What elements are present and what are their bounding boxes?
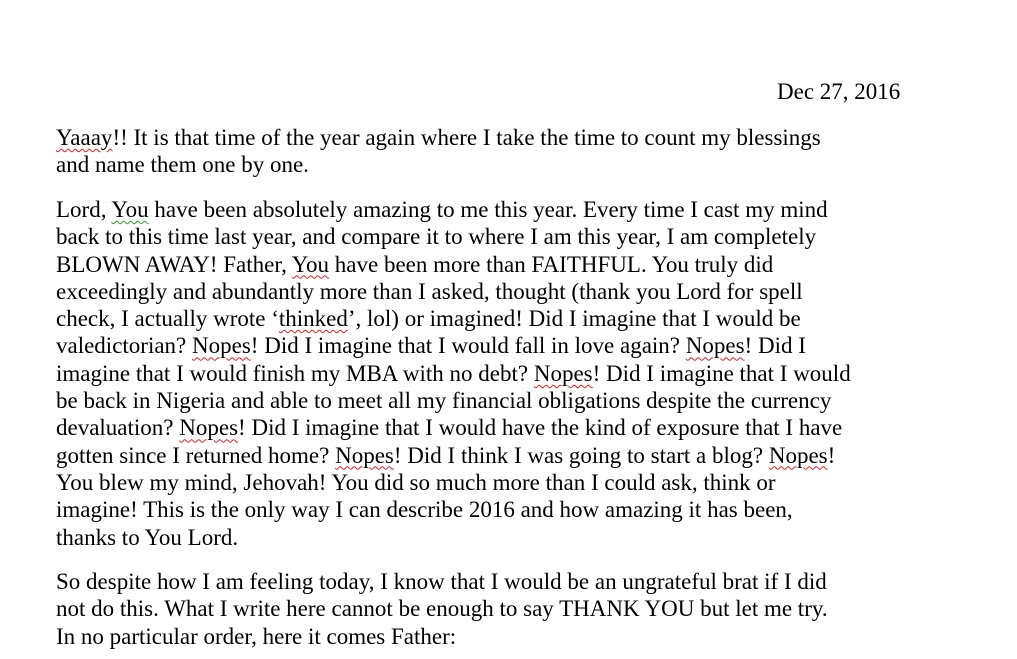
grammar-flagged-word[interactable]: You — [111, 197, 149, 222]
text-line: So despite how I am feeling today, I know that I would be an ungrateful brat if I did — [56, 569, 827, 594]
text-line — [56, 360, 851, 387]
text-run: ! Did I — [744, 333, 806, 359]
paragraph-blessings — [56, 196, 851, 551]
text-line: imagine! This is the only way I can describe 2016 and how amazing it has been, — [56, 497, 793, 523]
spelling-flagged-word[interactable]: Nopes — [192, 333, 251, 359]
spelling-flagged-word[interactable]: Nopes — [533, 360, 593, 386]
text-line: not do this. What I write here cannot be enough to say THANK YOU but let me try. — [56, 596, 828, 622]
text-line — [56, 305, 851, 332]
text-line — [56, 414, 851, 441]
text-run: BLOWN AWAY! Father, — [56, 251, 292, 277]
paragraph-gratitude — [56, 568, 828, 650]
text-run: ! Did I imagine that I would have the kind of exposure that I have — [238, 415, 843, 441]
text-line — [56, 196, 851, 223]
text-run: imagine that I would finish my MBA with no debt? — [56, 360, 534, 386]
text-run: ! Did I think I was going to start a blog? — [393, 442, 769, 468]
text-run: valedictorian? — [56, 333, 193, 359]
text-line: You blew my mind, Jehovah! You did so much more than I could ask, think or — [56, 469, 776, 495]
text-run: !! It is that time of the year again where I take the time to count my blessings — [112, 125, 821, 150]
text-line: and name them one by one. — [56, 152, 309, 178]
text-line: back to this time last year, and compare it to where I am this year, I am completely — [56, 224, 817, 250]
document-date: Dec 27, 2016 — [777, 79, 901, 104]
text-line: be back in Nigeria and able to meet all my financial obligations despite the currency — [56, 388, 832, 414]
text-line: exceedingly and abundantly more than I asked, thought (thank you Lord for spell — [56, 278, 803, 304]
spelling-flagged-word[interactable]: thinked — [278, 306, 348, 332]
text-run: ! Did I imagine that I would — [592, 360, 851, 386]
spelling-flagged-word[interactable]: Nopes — [335, 442, 394, 468]
text-run: check, I actually wrote ‘ — [56, 306, 279, 332]
text-line — [56, 124, 821, 151]
paragraph-intro — [56, 124, 821, 179]
text-line: thanks to You Lord. — [56, 524, 239, 550]
spelling-flagged-word[interactable]: Yaaay — [56, 125, 113, 150]
spelling-flagged-word[interactable]: You — [291, 251, 330, 277]
text-run: ! Did I imagine that I would fall in love again? — [250, 333, 686, 359]
text-run: have been absolutely amazing to me this year. Every time I cast my mind — [148, 197, 828, 222]
spelling-flagged-word[interactable]: Nopes — [768, 442, 828, 468]
text-line — [56, 251, 851, 278]
text-run: devaluation? — [56, 415, 180, 441]
text-run: ’, lol) or imagined! Did I imagine that I would be — [347, 306, 801, 332]
text-line: In no particular order, here it comes Father: — [56, 623, 457, 649]
text-run: have been more than FAITHFUL. You truly did — [329, 251, 774, 277]
spelling-flagged-word[interactable]: Nopes — [685, 333, 745, 359]
text-line — [56, 332, 851, 359]
spelling-flagged-word[interactable]: Nopes — [179, 415, 239, 441]
text-run: gotten since I returned home? — [56, 442, 336, 468]
text-run: Lord, — [56, 197, 112, 222]
text-line — [56, 442, 851, 469]
text-run: ! — [827, 442, 836, 468]
